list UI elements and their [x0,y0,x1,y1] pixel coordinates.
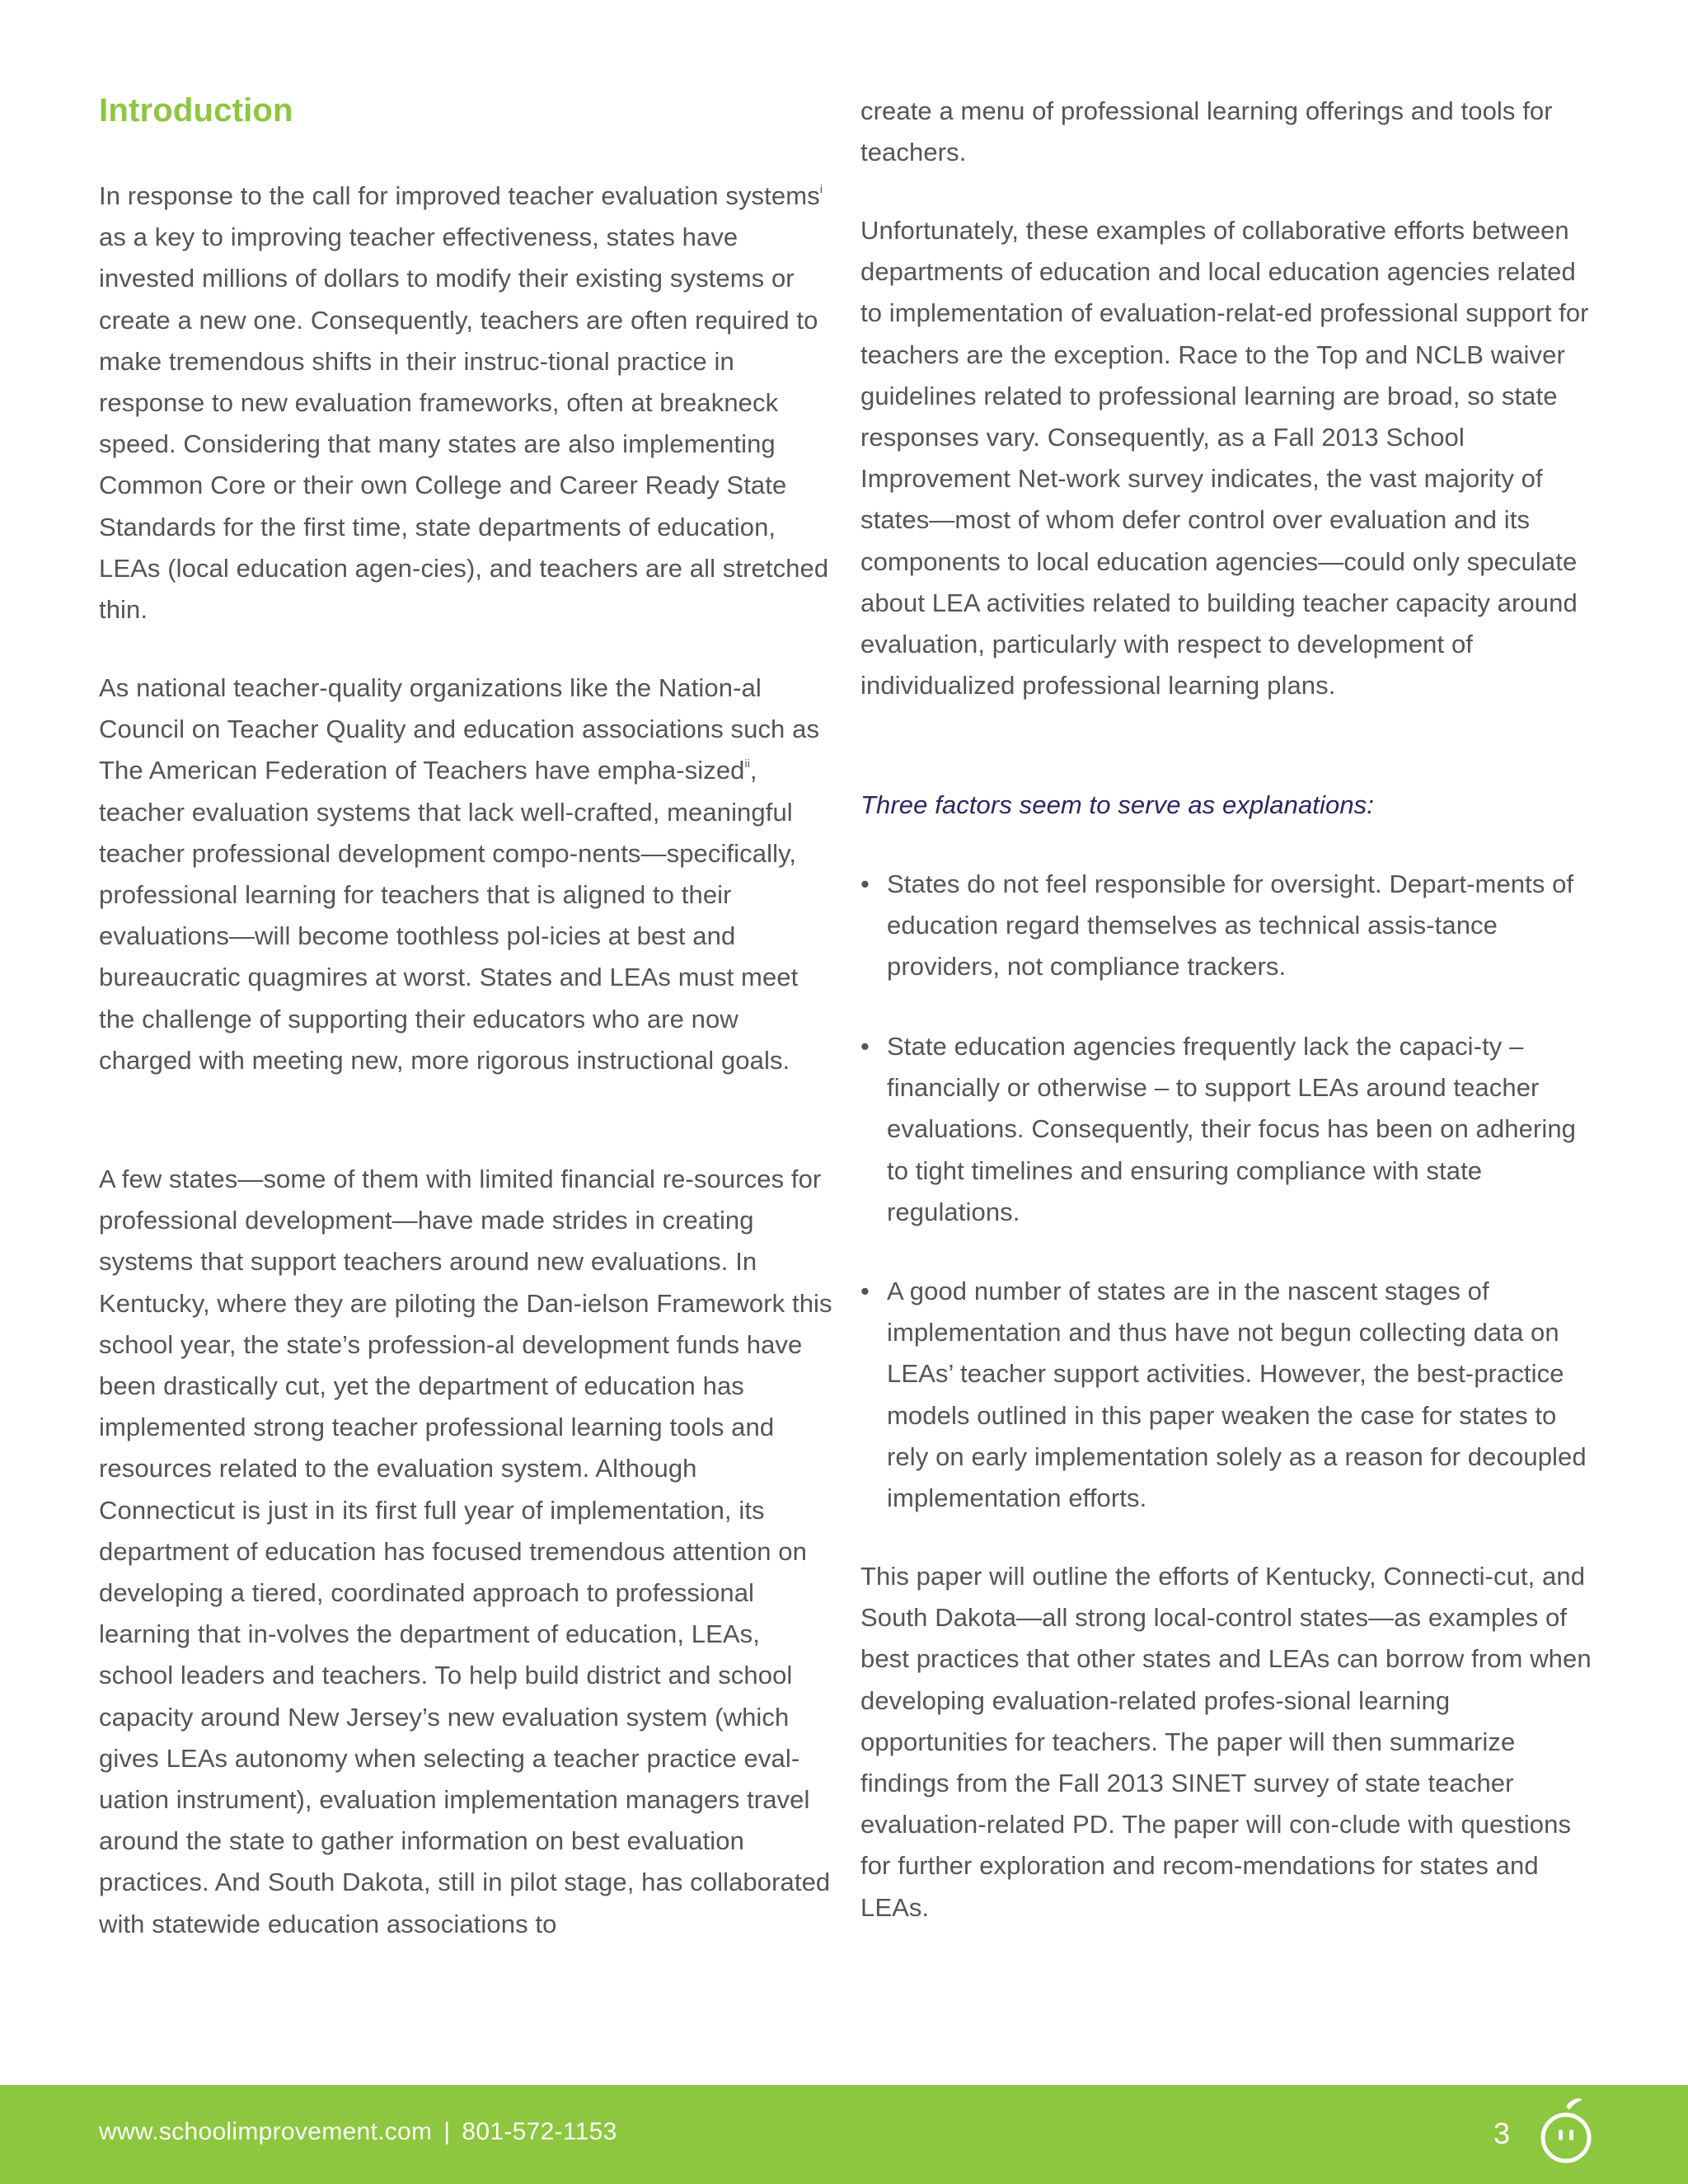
website-link[interactable]: www.schoolimprovement.com [99,2118,433,2145]
bullet-item-3 [860,1271,1594,1519]
footer-separator: | [443,2118,451,2145]
intro-paragraph-1: In response to the call for improved teacher evaluation systems$^i$ as a key to improving teacher effectiveness, states have invested millions of dollars to modify their existing systems or create a new one. Consequently, teachers are often required to make tremendous shifts in their instruc-tional practice in response to new evaluation frameworks, often at breakneck speed. Considering that many states are also implementing Common Core or their own College and Career Ready State Standards for the first time, state departments of education, LEAs (local education agen-cies), and teachers are all stretched thin. [99,181,829,625]
bullet-item-1 [860,864,1594,988]
section-heading: Introduction [99,92,293,129]
bullet-text: A good number of states are in the nascent stages of implementation and thus have not begun collecting data on LEAs’ teacher support activities. However, the best-practice models outlined in this paper weaken the case for states to rely on early implementation solely as a reason for decoupled implementation efforts. [887,1277,1587,1513]
bullet-dot: • [860,869,870,898]
page-number: 3 [1493,2116,1511,2150]
collaboration-paragraph: Unfortunately, these examples of collaborative efforts between departments of education and local education agencies related to implementation of evaluation-relat-ed professional support for teachers are the exception. Race to the Top and NCLB waiver guidelines related to professional learning are broad, so state responses vary. Consequently, as a Fall 2013 School Improvement Net-work survey indicates, the vast majority of states—most of whom defer control over evaluation and its components to local education agencies—could only speculate about LEA activities related to building teacher capacity around evaluation, particularly with respect to development of individualized professional learning plans. [860,216,1589,701]
bullet-item-2 [860,1026,1594,1233]
footnote-ref-ii: ii [744,757,750,771]
intro-paragraph-2: As national teacher-quality organizations like the Nation-al Council on Teacher Quality and education associations such as The American Federation of Teachers have empha-sized$^{ii}$, teacher evaluation systems that lack well-crafted, meaningful teacher professional development compo-nents—specifically, professional learning for teachers that is aligned to their evaluations—will become toothless pol-icies at best and bureaucratic quagmires at worst. States and LEAs must meet the challenge of supporting their educators who are now charged with meeting new, more rigorous instructional goals. [99,673,820,1075]
footer-bar [0,2085,1688,2184]
footnote-ref-i: i [819,182,823,195]
bullet-dot: • [860,1032,870,1061]
continuation-paragraph: create a menu of professional learning offerings and tools for teachers. [860,96,1553,167]
bullet-text: States do not feel responsible for oversight. Depart-ments of education regard themselves as technical assis-tance providers, not compliance trackers. [887,869,1574,982]
footer-contact [99,2118,617,2146]
bullet-text: State education agencies frequently lack the capaci-ty – financially or otherwise – to support LEAs around teacher evaluations. Consequently, their focus has been on adhering to tight timelines and ensuring compliance with state regulations. [887,1032,1576,1226]
factors-lead: Three factors seem to serve as explanations: [860,790,1374,819]
apple-face-logo-icon [1535,2097,1597,2166]
outline-paragraph: This paper will outline the efforts of Kentucky, Connecti-cut, and South Dakota—all strong local-control states—as examples of best practices that other states and LEAs can borrow from when developing evaluation-related profes-sional learning opportunities for teachers. The paper will then summarize findings from the Fall 2013 SINET survey of state teacher evaluation-related PD. The paper will con-clude with questions for further exploration and recom-mendations for states and LEAs. [860,1562,1592,1922]
bullet-dot: • [860,1277,870,1305]
intro-paragraph-3: A few states—some of them with limited financial re-sources for professional development—have made strides in creating systems that support teachers around new evaluations. In Kentucky, where they are piloting the Dan-ielson Framework this school year, the state’s profession-al development funds have been drastically cut, yet the department of education has implemented strong teacher professional learning tools and resources related to the evaluation system. Although Connecticut is just in its first full year of implementation, its department of education has focused tremendous attention on developing a tiered, coordinated approach to professional learning that in-volves the department of education, LEAs, school leaders and teachers. To help build district and school capacity around New Jersey’s new evaluation system (which gives LEAs autonomy when selecting a teacher practice eval-uation instrument), evaluation implementation managers travel around the state to gather information on best evaluation practices. And South Dakota, still in pilot stage, has collaborated with statewide education associations to [99,1165,832,1938]
phone-number: 801-572-1153 [462,2118,617,2145]
